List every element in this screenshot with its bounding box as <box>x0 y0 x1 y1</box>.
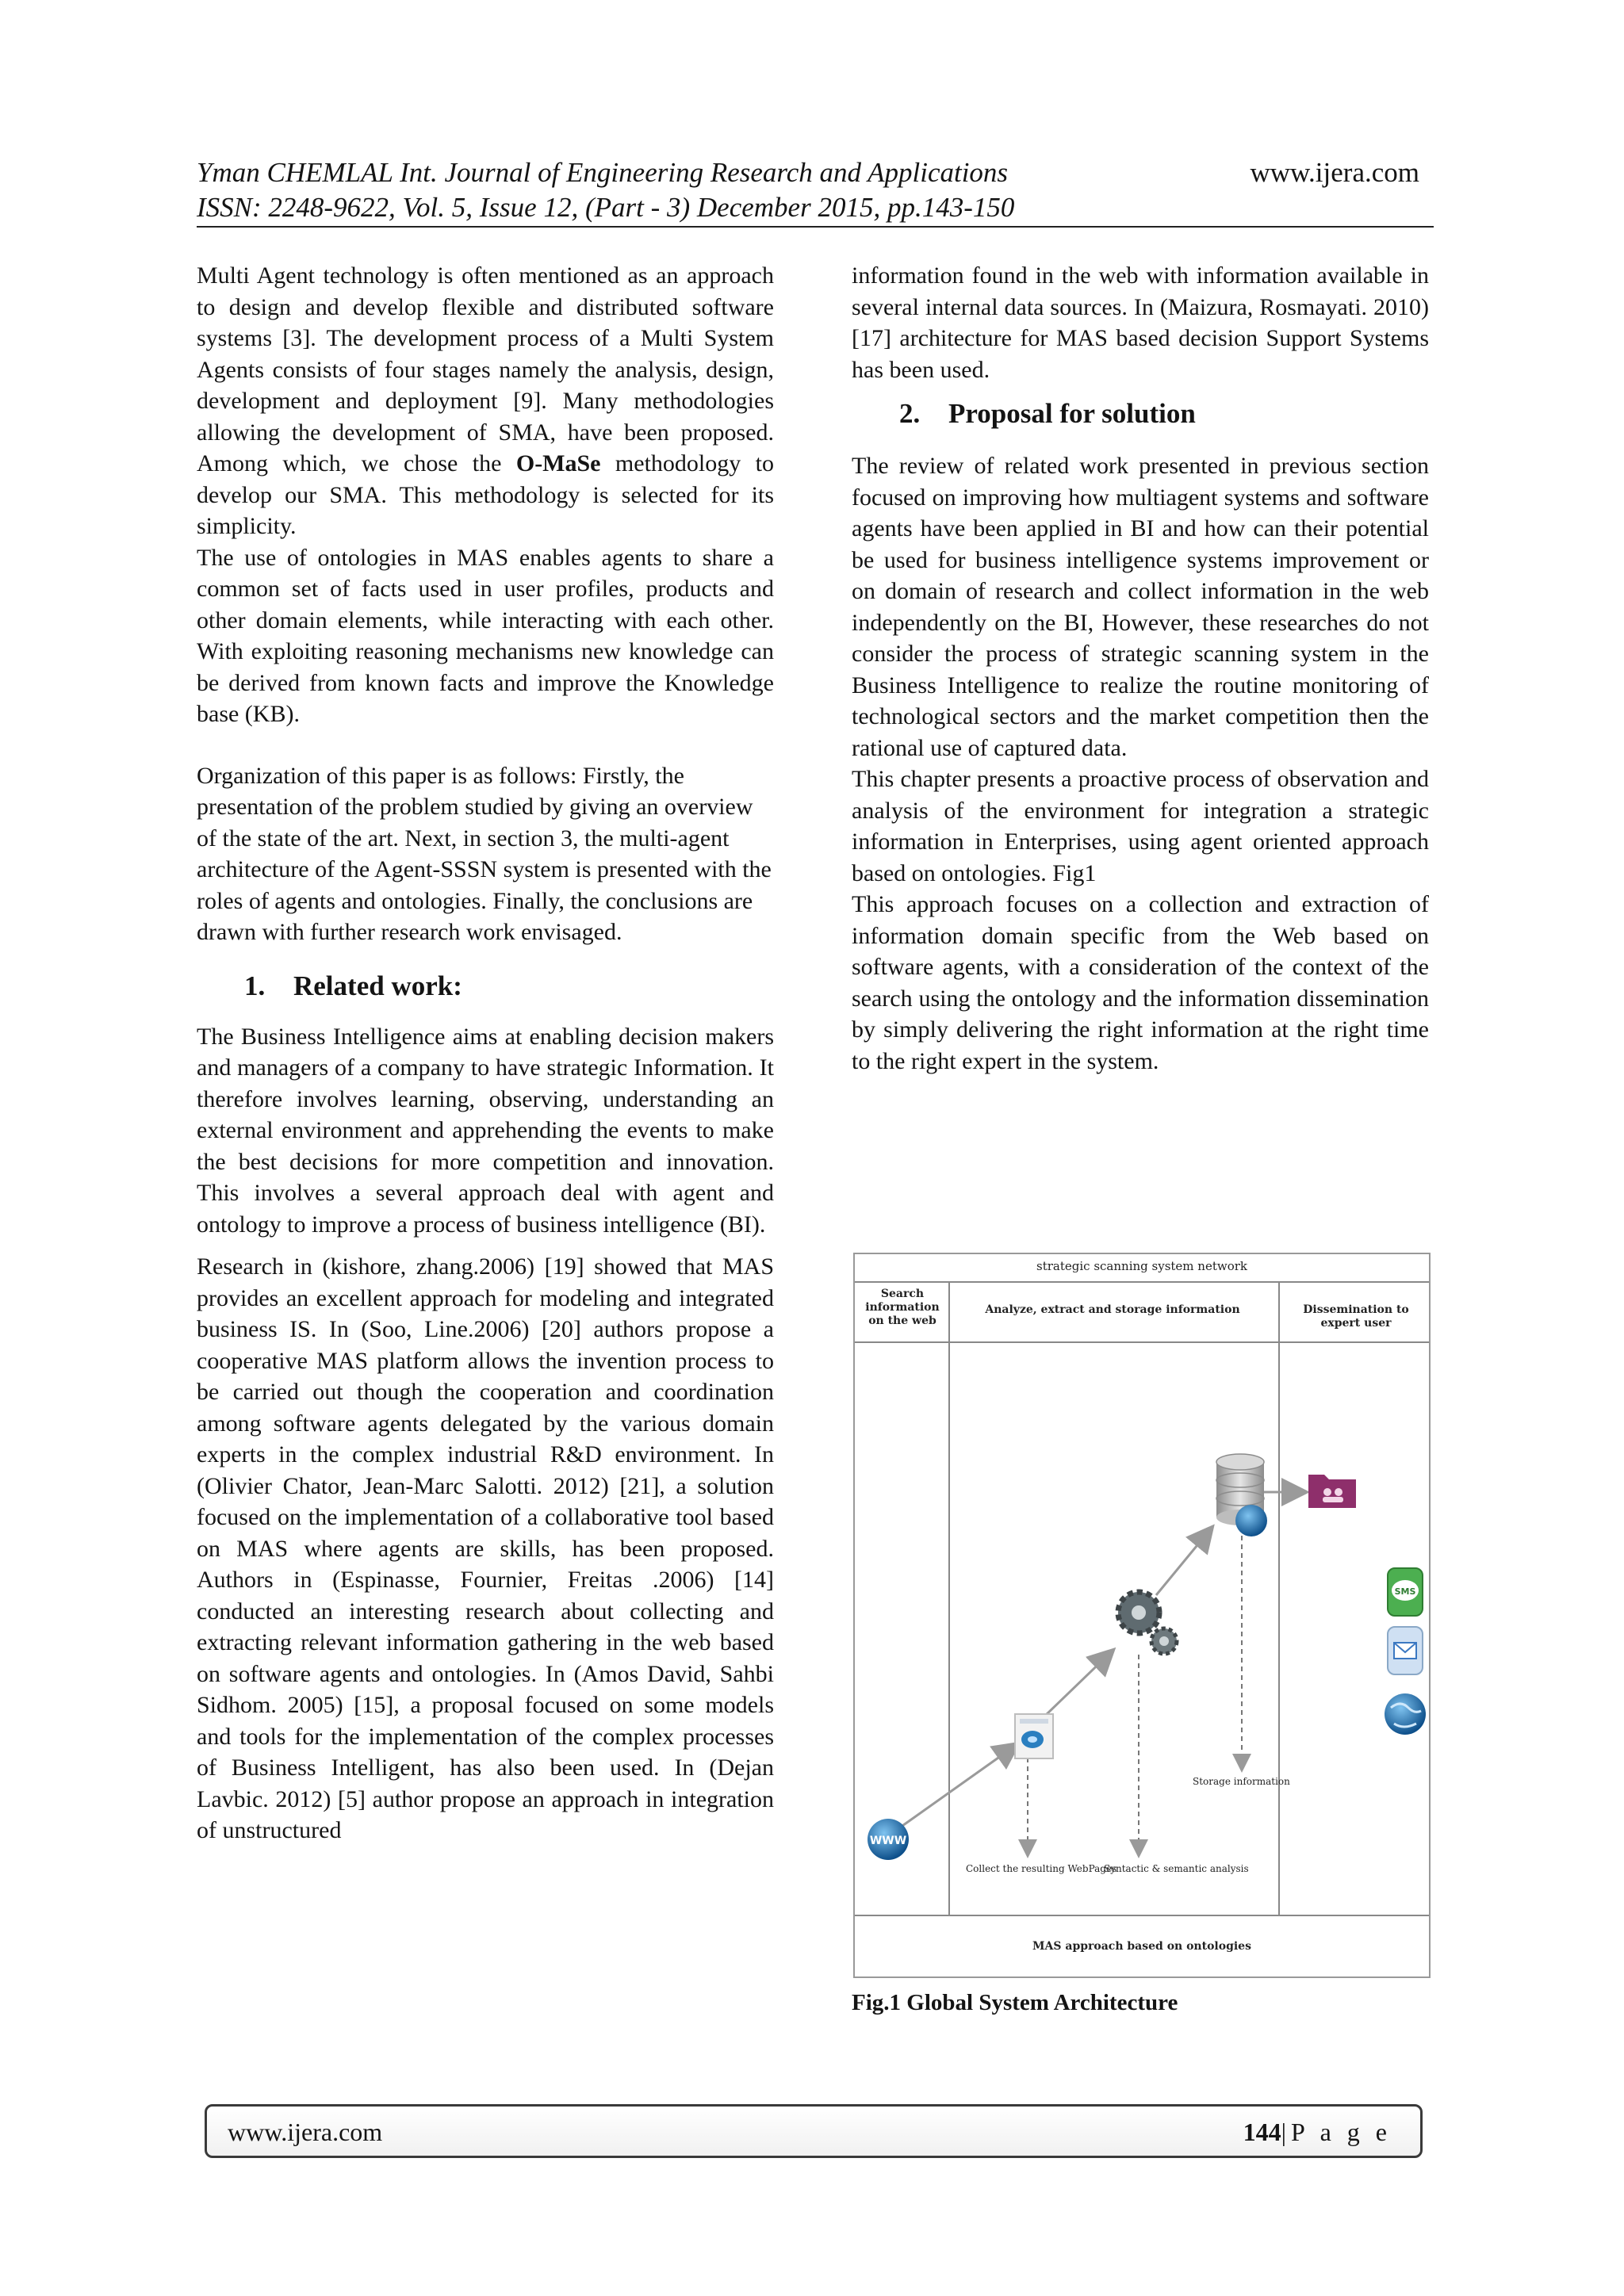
spacer <box>852 385 1429 396</box>
figure-header-analyze: Analyze, extract and storage information <box>985 1303 1240 1316</box>
spacer <box>197 730 774 760</box>
header-journal: Yman CHEMLAL Int. Journal of Engineering Research and Applications <box>197 157 1009 188</box>
p1-text-a: Multi Agent technology is often mentioned as an approach to design and develop flexible and distributed software systems [3]. The development process of a Multi System Agents consists of four stages namely the analysis, design, development and deployment [9]. Many methodologies allowing the development of SMA, have been proposed. Among which, we chose the <box>197 262 774 476</box>
mail-icon <box>1388 1627 1423 1674</box>
figure-header-search: Search information on the web <box>865 1288 940 1327</box>
paragraph-chapter: This chapter presents a proactive process of observation and analysis of the environment for integration a strategic information in Enterprises, using agent oriented approach based on ontologies. Fig1 <box>852 766 1429 886</box>
p1-text-b: methodology to develop our SMA. This methodology is selected for its simplicity. <box>197 450 774 539</box>
arrow-gears-to-database <box>1156 1528 1212 1595</box>
header-line-1 <box>197 155 1434 190</box>
figure-title: strategic scanning system network <box>1036 1259 1247 1273</box>
expert-folder-icon <box>1308 1475 1356 1508</box>
spacer <box>197 1240 774 1251</box>
label-analysis: Syntactic & semantic analysis <box>1104 1863 1249 1874</box>
paragraph-continued: information found in the web with information available in several internal data sources. In (Maizura, Rosmayati. 2010) [17] architecture for MAS based decision Support Systems has been used. <box>852 262 1429 383</box>
right-column <box>852 260 1429 1077</box>
page-number: 144 <box>1243 2118 1281 2146</box>
page-word: |P a g e <box>1281 2118 1392 2146</box>
section-number: 1. <box>244 970 266 1001</box>
paragraph-approach: This approach focuses on a collection and extraction of information domain specific from the Web based on software agents, with a consideration of the context of the search using the ontology and the information dissemination by simply delivering the right information at the right time to the right expert in the system. <box>852 891 1429 1074</box>
spacer <box>852 431 1429 450</box>
gears-icon <box>1118 1592 1177 1654</box>
figure-header-dissemination: Dissemination to expert user <box>1303 1303 1409 1330</box>
earth-globe-icon <box>1385 1693 1426 1735</box>
label-collect: Collect the resulting WebPages <box>966 1863 1117 1874</box>
footer-page-number <box>1243 2116 1392 2148</box>
section-heading-related-work <box>197 969 774 1004</box>
section-heading-proposal <box>852 396 1429 431</box>
www-text: WWW <box>869 1835 907 1847</box>
spacer <box>197 1004 774 1021</box>
paragraph-ontologies: The use of ontologies in MAS enables agents to share a common set of facts used in user profiles, products and other domain elements, while interacting with each other. With exploiting reasoning mechanisms new knowledge can be derived from known facts and improve the Knowledge base (KB). <box>197 544 774 727</box>
paragraph-organization: Organization of this paper is as follows: Firstly, the presentation of the problem studied by giving an overview of the state of the art. Next, in section 3, the multi-agent architecture of the Agent-SSSN system is presented with the roles of agents and ontologies. Finally, the conclusions are drawn with further research work envisaged. <box>197 762 772 945</box>
webpage-icon <box>1015 1714 1053 1758</box>
label-storage: Storage information <box>1193 1776 1290 1787</box>
section-title: Proposal for solution <box>948 398 1196 429</box>
left-column <box>197 260 774 1846</box>
sms-icon <box>1388 1568 1423 1616</box>
sms-text: SMS <box>1394 1586 1416 1597</box>
header-divider <box>197 226 1434 228</box>
figure-bottom-label: MAS approach based on ontologies <box>1032 1940 1251 1953</box>
figure-global-architecture <box>853 1253 1431 1978</box>
arrow-www-to-webpage <box>894 1744 1017 1831</box>
p1-bold-omase: O-MaSe <box>515 450 601 476</box>
figure-caption: Fig.1 Global System Architecture <box>852 1990 1178 2015</box>
section-number: 2. <box>899 398 921 429</box>
paragraph-review: The review of related work presented in previous section focused on improving how multiagent systems and software agents have been applied in BI and how can their potential be used for business intelligence systems improvement or on domain of research and collect information in the web independently on the BI, However, these researches do not consider the process of strategic scanning system in the Business Intelligence to realize the routine monitoring of technological sectors and the market competition then the rational use of captured data. <box>852 453 1429 761</box>
arrow-webpage-to-gears <box>1045 1651 1113 1716</box>
paragraph-multi-agent <box>197 260 774 542</box>
header-issue: ISSN: 2248-9622, Vol. 5, Issue 12, (Part - 3) December 2015, pp.143-150 <box>197 192 1015 223</box>
page-footer <box>205 2104 1423 2158</box>
spacer <box>197 948 774 959</box>
section-title: Related work: <box>293 970 462 1001</box>
header-website[interactable]: www.ijera.com <box>1250 157 1419 188</box>
footer-website[interactable]: www.ijera.com <box>228 2118 383 2146</box>
running-header <box>197 155 1434 225</box>
paragraph-business-intelligence: The Business Intelligence aims at enabling decision makers and managers of a company to have strategic Information. It therefore involves learning, observing, understanding an external environment and apprehending the events to make the best decisions for more competition and innovation. This involves a several approach deal with agent and ontology to improve a process of business intelligence (BI). <box>197 1023 774 1238</box>
paragraph-research: Research in (kishore, zhang.2006) [19] showed that MAS provides an excellent approach for modeling and integrated business IS. In (Soo, Line.2006) [20] authors propose a cooperative MAS platform allows the invention process to be carried out though the cooperation and coordination among software agents delegated by the various domain experts in the complex industrial R&D environment. In (Olivier Chator, Jean-Marc Salotti. 2012) [21], a solution focused on the implementation of a collaborative tool based on MAS where agents are skills, has been proposed. Authors in (Espinasse, Fournier, Freitas .2006) [14] conducted an interesting research about collecting and extracting relevant information gathering in the web based on software agents and ontologies. In (Amos David, Sahbi Sidhom. 2005) [15], a proposal focused on some models and tools for the implementation of the complex processes of Business Intelligent, has also been used. In (Dejan Lavbic. 2012) [5] author propose an approach in integration of unstructured <box>197 1253 774 1843</box>
database-icon <box>1216 1454 1267 1536</box>
www-globe-icon <box>868 1819 909 1860</box>
